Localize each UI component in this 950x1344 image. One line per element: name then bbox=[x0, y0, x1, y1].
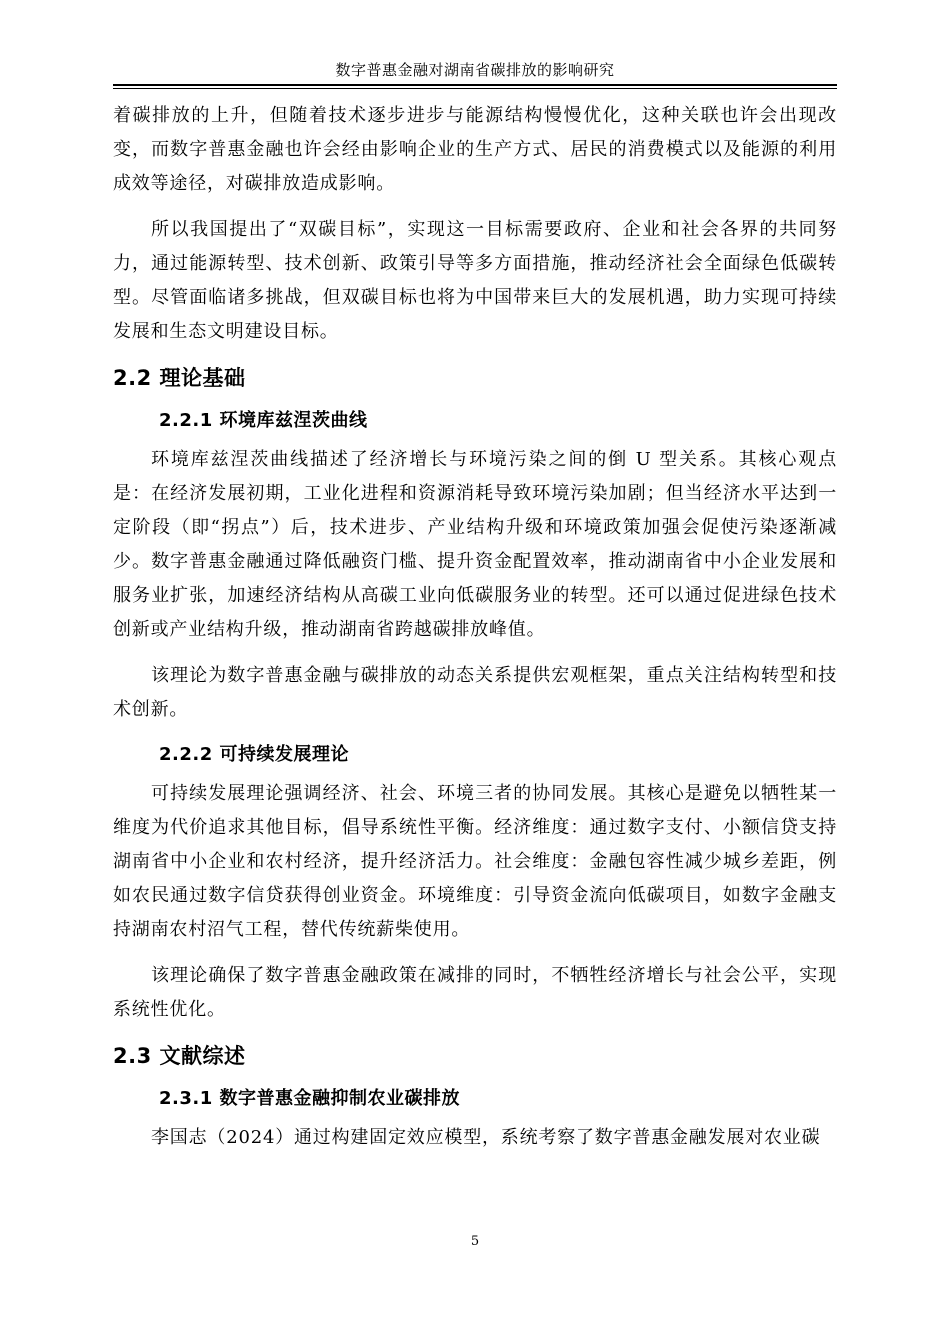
page-number: 5 bbox=[470, 1234, 480, 1249]
paragraph-continued: 着碳排放的上升，但随着技术逐步进步与能源结构慢慢优化，这种关联也许会出现改变，而数字普惠金融也许会经由影响企业的生产方式、居民的消费模式以及能源的利用成效等途径，对碳排放造成影响。 bbox=[113, 105, 837, 194]
paragraph-ekc-1: 环境库兹涅茨曲线描述了经济增长与环境污染之间的倒 U 型关系。其核心观点是：在经济发展初期，工业化进程和资源消耗导致环境污染加剧；但当经济水平达到一定阶段（即“拐点”）后，技术进步、产业结构升级和环境政策加强会促使污染逐渐减少。数字普惠金融通过降低融资门槛、提升资金配置效率，推动湖南省中小企业发展和服务业扩张，加速经济结构从高碳工业向低碳服务业的转型。还可以通过促进绿色技术创新或产业结构升级，推动湖南省跨越碳排放峰值。 bbox=[113, 449, 837, 640]
section-heading-2-2: 2.2 理论基础 bbox=[113, 366, 246, 390]
subsection-heading-2-2-2: 2.2.2 可持续发展理论 bbox=[159, 744, 350, 765]
paragraph-literature-1: 李国志（2024）通过构建固定效应模型，系统考察了数字普惠金融发展对农业碳 bbox=[151, 1127, 821, 1148]
header-rule bbox=[113, 84, 837, 86]
subsection-heading-2-3-1: 2.3.1 数字普惠金融抑制农业碳排放 bbox=[159, 1088, 461, 1109]
section-heading-2-3: 2.3 文献综述 bbox=[113, 1044, 246, 1068]
header-rule-thin bbox=[113, 88, 837, 89]
paragraph-dual-carbon: 所以我国提出了“双碳目标”，实现这一目标需要政府、企业和社会各界的共同努力，通过能源转型、技术创新、政策引导等多方面措施，推动经济社会全面绿色低碳转型。尽管面临诸多挑战，但双碳目标也将为中国带来巨大的发展机遇，助力实现可持续发展和生态文明建设目标。 bbox=[113, 219, 837, 342]
paragraph-sd-2: 该理论确保了数字普惠金融政策在减排的同时，不牺牲经济增长与社会公平，实现系统性优化。 bbox=[113, 965, 837, 1020]
document-body bbox=[113, 99, 837, 1167]
paragraph-ekc-2: 该理论为数字普惠金融与碳排放的动态关系提供宏观框架，重点关注结构转型和技术创新。 bbox=[113, 665, 837, 720]
subsection-heading-2-2-1: 2.2.1 环境库兹涅茨曲线 bbox=[159, 410, 368, 431]
paragraph-sd-1: 可持续发展理论强调经济、社会、环境三者的协同发展。其核心是避免以牺牲某一维度为代价追求其他目标，倡导系统性平衡。经济维度：通过数字支付、小额信贷支持湖南省中小企业和农村经济，提升经济活力。社会维度：金融包容性减少城乡差距，例如农民通过数字信贷获得创业资金。环境维度：引导资金流向低碳项目，如数字金融支持湖南农村沼气工程，替代传统薪柴使用。 bbox=[113, 783, 837, 940]
running-header: 数字普惠金融对湖南省碳排放的影响研究 bbox=[335, 61, 615, 79]
